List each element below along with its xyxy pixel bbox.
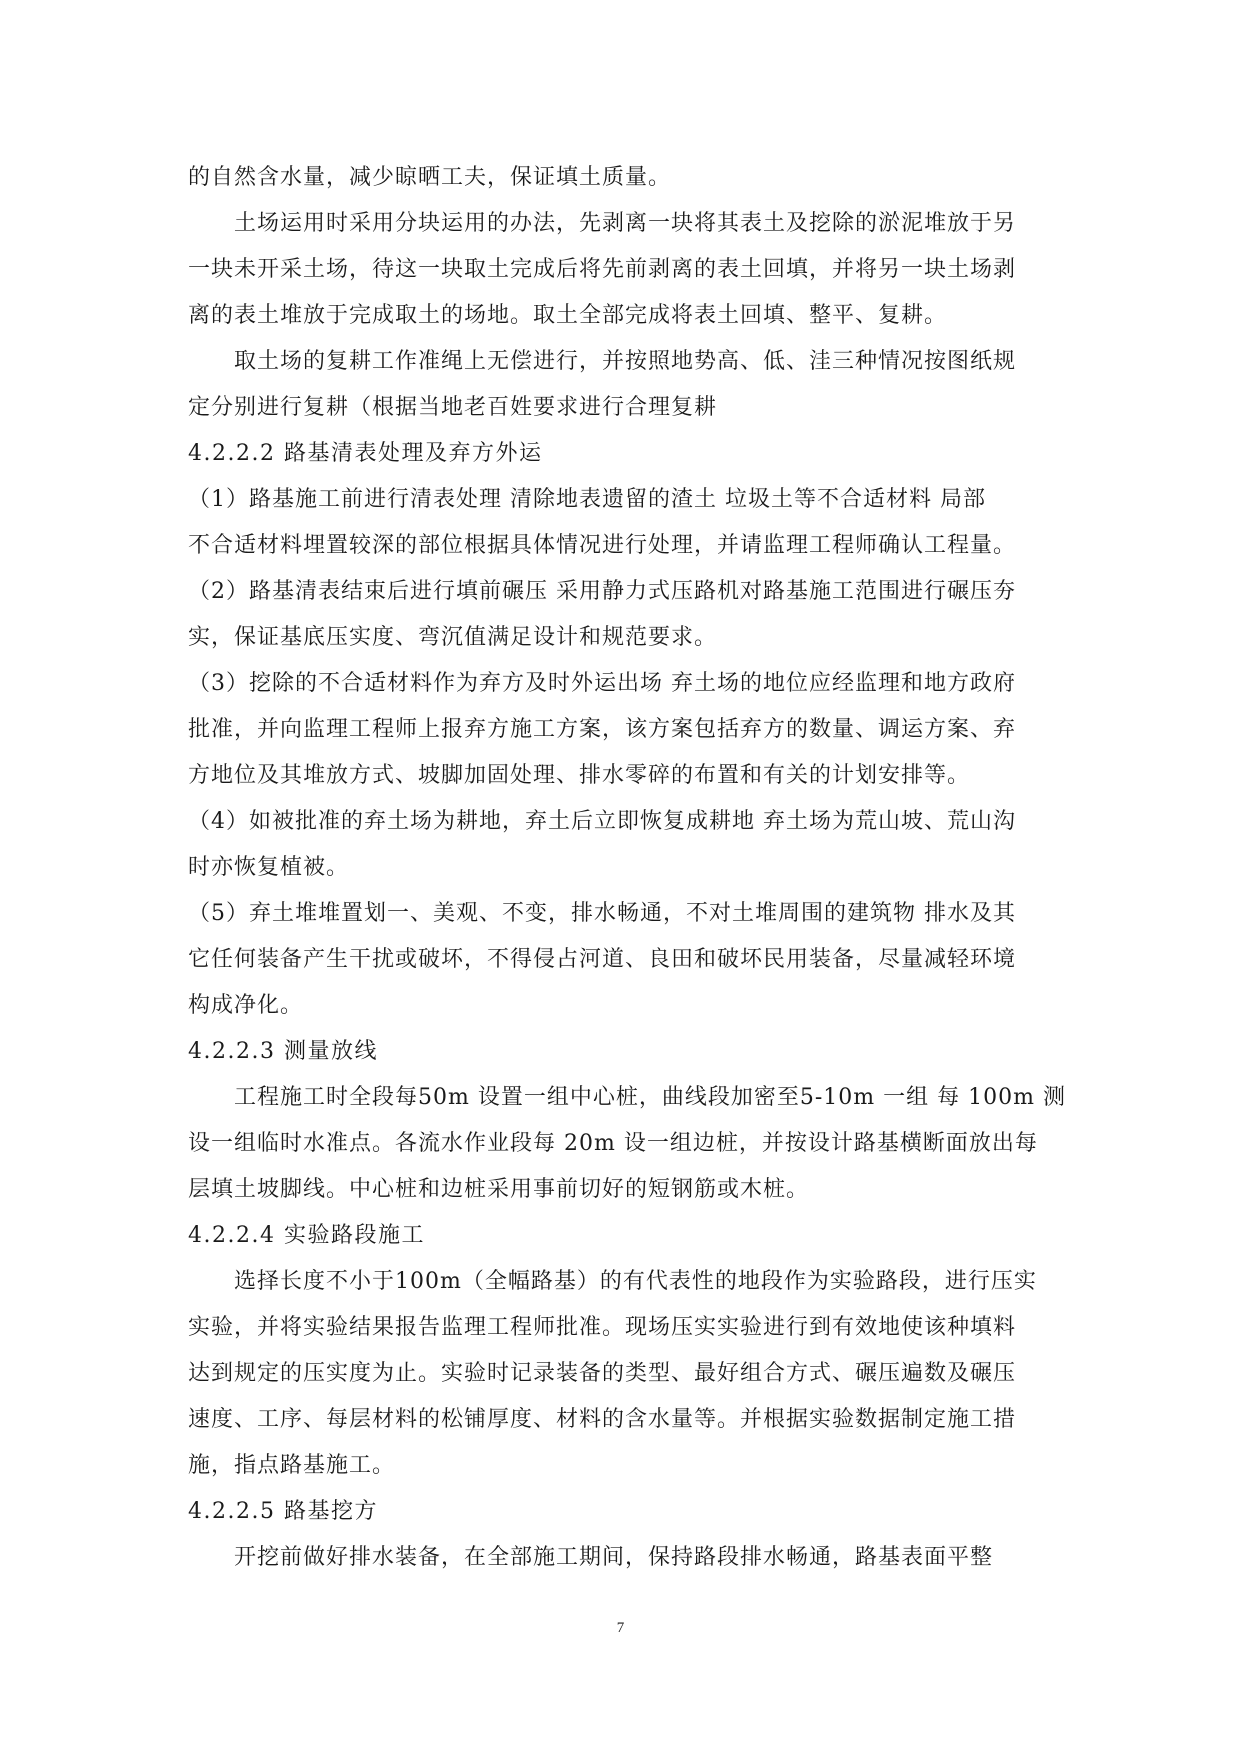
body-text-line: 批准，并向监理工程师上报弃方施工方案，该方案包括弃方的数量、调运方案、弃 (188, 717, 1017, 742)
list-item-line: （3）挖除的不合适材料作为弃方及时外运出场 弃土场的地位应经监理和地方政府 (188, 671, 1016, 696)
list-item-line: （1）路基施工前进行清表处理 清除地表遗留的渣土 垃圾土等不合适材料 局部 (188, 487, 986, 512)
section-heading: 4.2.2.2 路基清表处理及弃方外运 (188, 441, 543, 466)
paragraph-first-line: 选择长度不小于100m（全幅路基）的有代表性的地段作为实验路段，进行压实 (234, 1269, 1037, 1294)
list-item-line: （2）路基清表结束后进行填前碾压 采用静力式压路机对路基施工范围进行碾压夯 (188, 579, 1016, 604)
body-text-line: 设一组临时水准点。各流水作业段每 20m 设一组边桩，并按设计路基横断面放出每 (188, 1131, 1038, 1156)
page-number: 7 (616, 1620, 625, 1636)
body-text-line: 它任何装备产生干扰或破坏，不得侵占河道、良田和破坏民用装备，尽量减轻环境 (188, 947, 1017, 972)
body-text-line: 实，保证基底压实度、弯沉值满足设计和规范要求。 (188, 625, 718, 650)
list-item-line: （4）如被批准的弃土场为耕地，弃土后立即恢复成耕地 弃土场为荒山坡、荒山沟 (188, 809, 1016, 834)
section-heading: 4.2.2.3 测量放线 (188, 1039, 378, 1064)
body-text-line: 层填土坡脚线。中心桩和边桩采用事前切好的短钢筋或木桩。 (188, 1177, 810, 1202)
section-heading: 4.2.2.4 实验路段施工 (188, 1223, 425, 1248)
body-text-line: 实验，并将实验结果报告监理工程师批准。现场压实实验进行到有效地使该种填料 (188, 1315, 1017, 1340)
body-text-line: 离的表土堆放于完成取土的场地。取土全部完成将表土回填、整平、复耕。 (188, 303, 948, 328)
body-text-line: 施，指点路基施工。 (188, 1453, 396, 1478)
paragraph-first-line: 开挖前做好排水装备，在全部施工期间，保持路段排水畅通，路基表面平整 (234, 1545, 994, 1570)
body-text-line: 不合适材料埋置较深的部位根据具体情况进行处理，并请监理工程师确认工程量。 (188, 533, 1017, 558)
body-text-line: 时亦恢复植被。 (188, 855, 350, 880)
paragraph-first-line: 取土场的复耕工作准绳上无偿进行，并按照地势高、低、洼三种情况按图纸规 (234, 349, 1017, 374)
document-body (188, 155, 1068, 1581)
body-text-line: 方地位及其堆放方式、坡脚加固处理、排水零碎的布置和有关的计划安排等。 (188, 763, 971, 788)
body-text-line: 定分别进行复耕（根据当地老百姓要求进行合理复耕 (188, 395, 718, 420)
paragraph-first-line: 工程施工时全段每50m 设置一组中心桩，曲线段加密至5-10m 一组 每 100m 测 (234, 1085, 1066, 1110)
list-item-line: （5）弃土堆堆置划一、美观、不变，排水畅通，不对土堆周围的建筑物 排水及其 (188, 901, 1016, 926)
body-text-line: 的自然含水量，减少晾晒工夫，保证填土质量。 (188, 165, 672, 190)
section-heading: 4.2.2.5 路基挖方 (188, 1499, 378, 1524)
paragraph-first-line: 土场运用时采用分块运用的办法，先剥离一块将其表土及挖除的淤泥堆放于另 (234, 211, 1017, 236)
body-text-line: 构成净化。 (188, 993, 304, 1018)
body-text-line: 速度、工序、每层材料的松铺厚度、材料的含水量等。并根据实验数据制定施工措 (188, 1407, 1017, 1432)
body-text-line: 达到规定的压实度为止。实验时记录装备的类型、最好组合方式、碾压遍数及碾压 (188, 1361, 1017, 1386)
body-text-line: 一块未开采土场，待这一块取土完成后将先前剥离的表土回填，并将另一块土场剥 (188, 257, 1017, 282)
